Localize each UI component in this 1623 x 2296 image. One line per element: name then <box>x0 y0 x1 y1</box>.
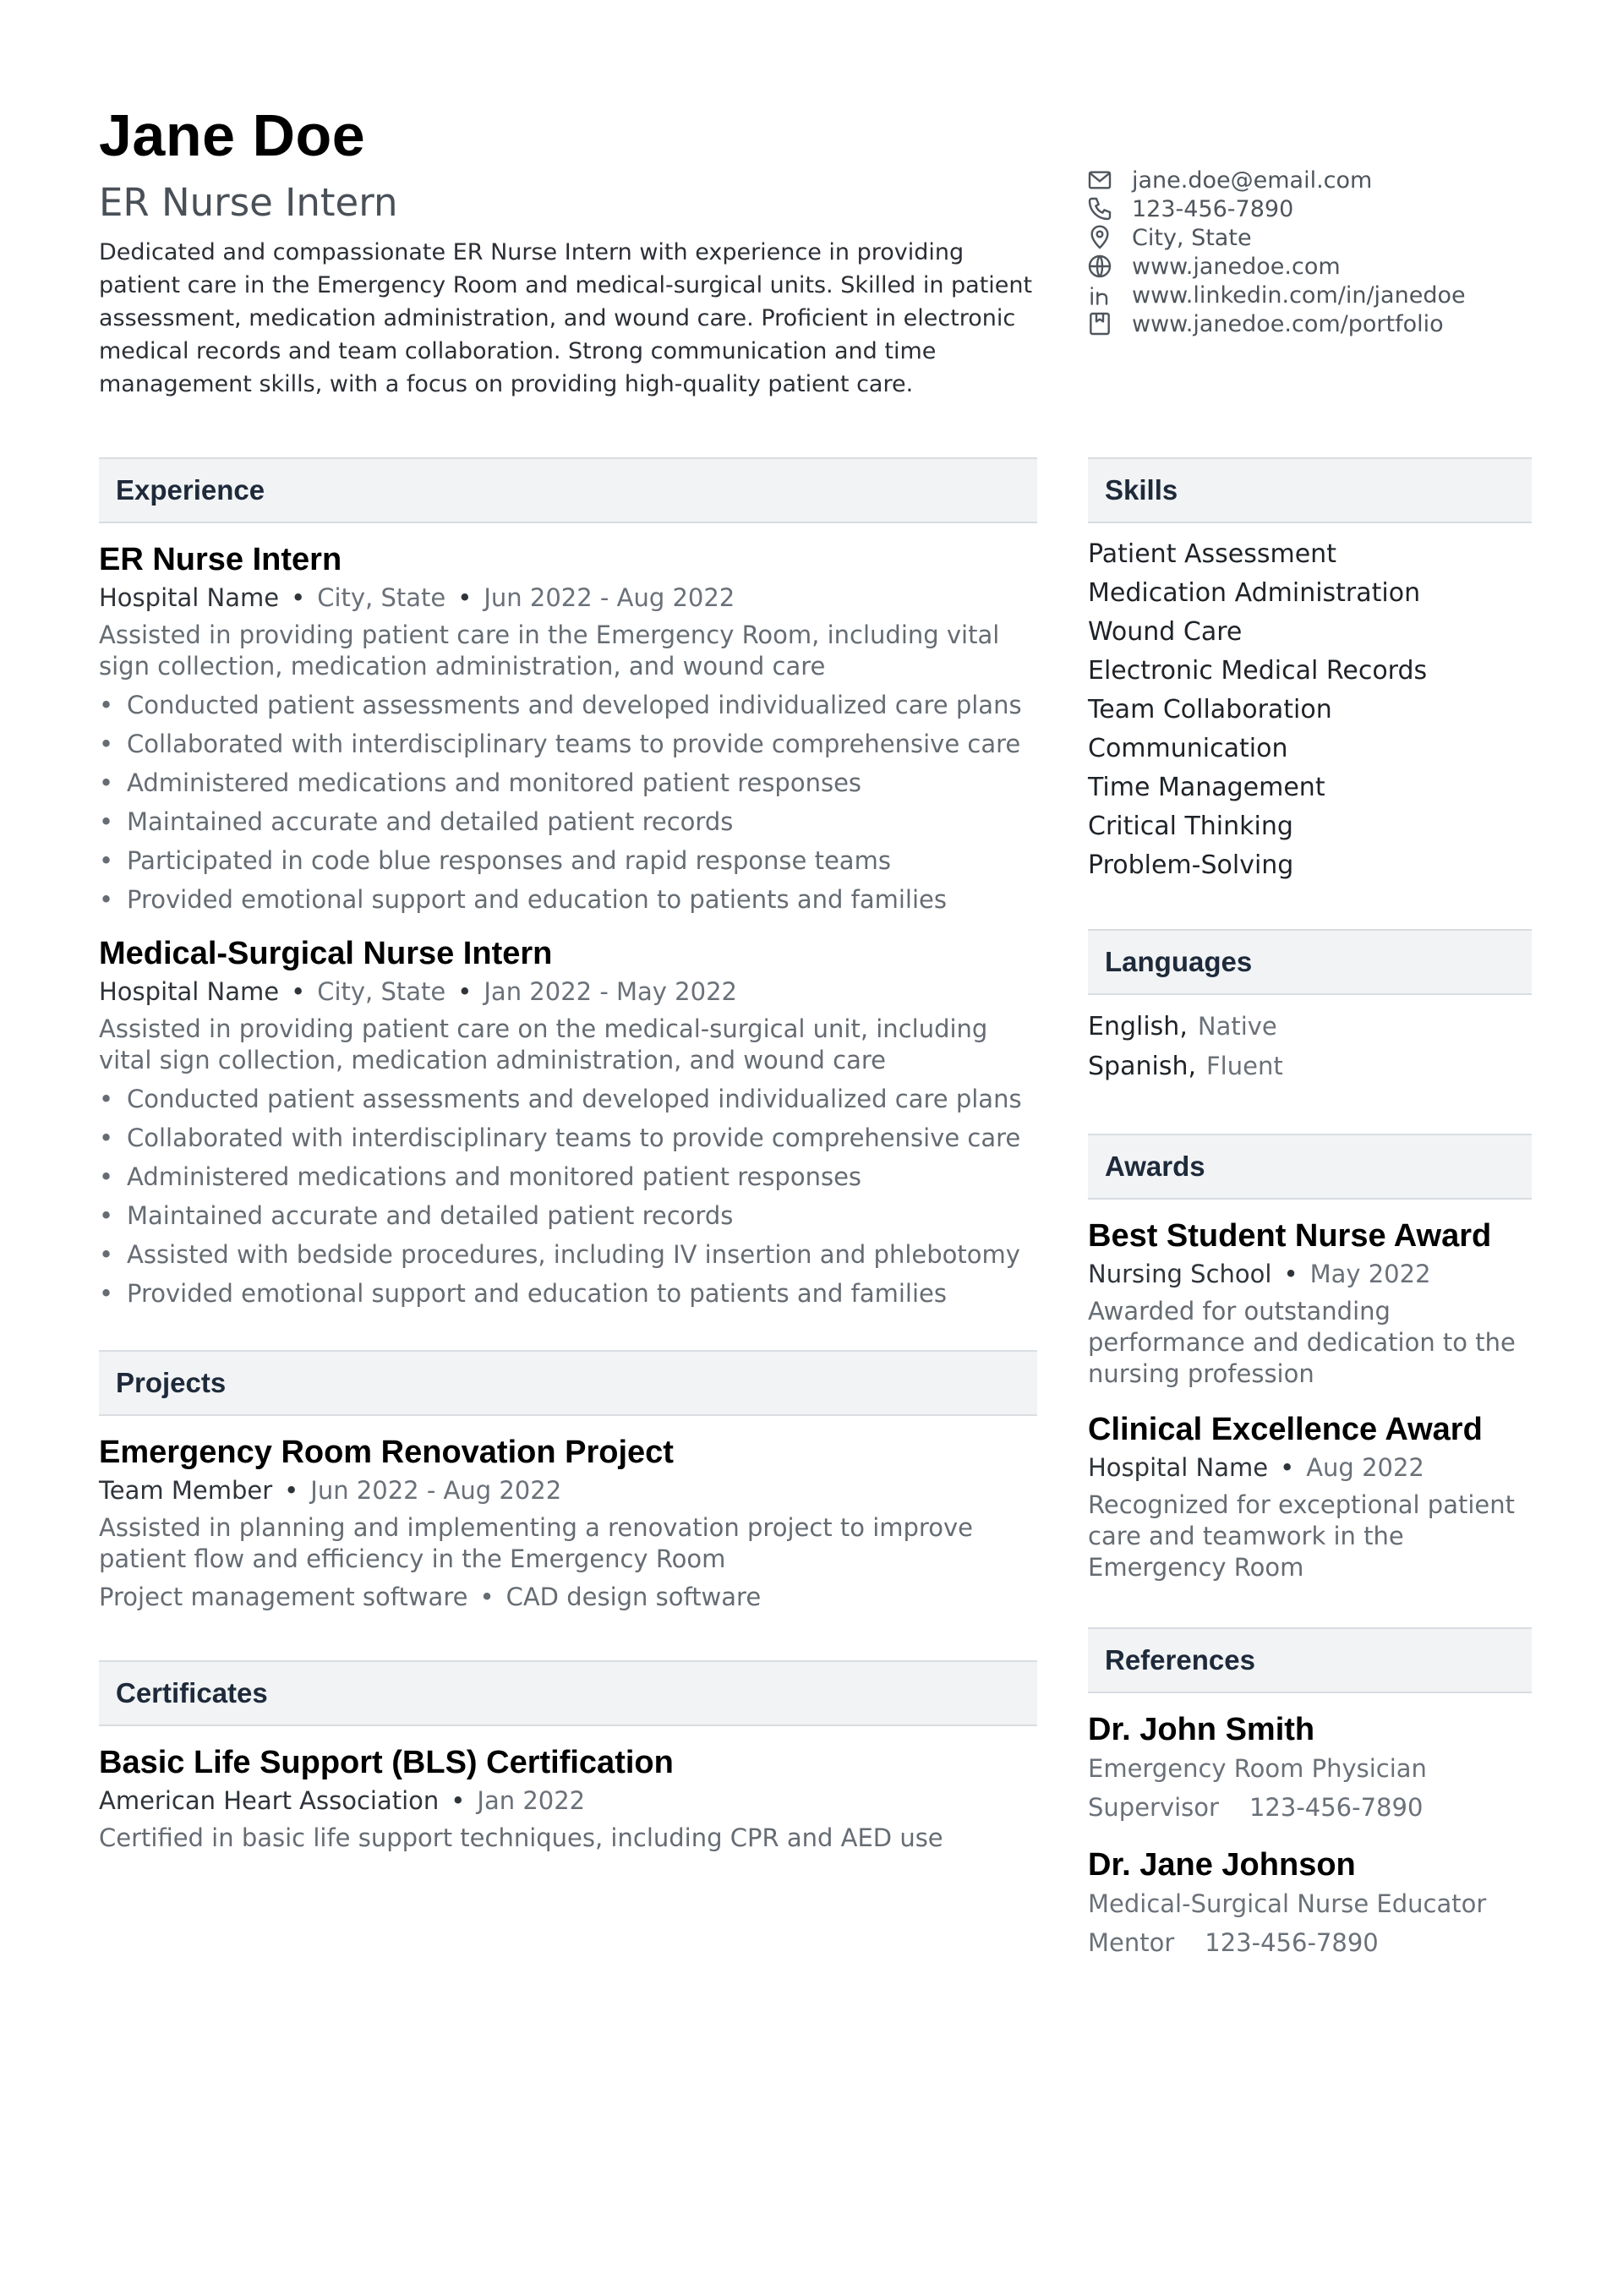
separator-dot: • <box>479 1583 495 1611</box>
award-description: Recognized for exceptional patient care and teamwork in the Emergency Room <box>1088 1490 1515 1582</box>
phone-icon <box>1086 195 1113 222</box>
skills-heading: Skills <box>1088 457 1532 523</box>
language-item <box>1088 1007 1532 1047</box>
contact-website-text: www.janedoe.com <box>1132 253 1341 280</box>
separator-dot: • <box>284 1476 299 1505</box>
contact-phone[interactable] <box>1086 194 1560 223</box>
employer-name: Hospital Name <box>99 977 280 1006</box>
job-bullet: • Maintained accurate and detailed patient records <box>99 1200 1037 1232</box>
job-description: Assisted in providing patient care on the medical-surgical unit, including vital sign collection, medication administration, and wound care <box>99 1014 988 1074</box>
skill-item: Time Management <box>1088 773 1325 802</box>
separator-dot: • <box>1280 1453 1295 1482</box>
awards-heading: Awards <box>1088 1134 1532 1200</box>
contact-linkedin[interactable] <box>1086 281 1560 309</box>
languages-list <box>1088 1007 1532 1086</box>
skills-list <box>1088 535 1532 885</box>
reference-contact <box>1088 1788 1532 1827</box>
project-dates: Jun 2022 - Aug 2022 <box>310 1476 562 1505</box>
summary-text: Dedicated and compassionate ER Nurse Intern with experience in providing patient care in the Emergency Room and medical-surgical units. Skilled in patient assessment, medication administration, and wound care. Proficient in electronic medical records and team collaboration. Strong communication and time management skills, with a focus on providing high-quality patient care. <box>99 239 1033 397</box>
skill-item: Wound Care <box>1088 617 1243 647</box>
award-issuer: Hospital Name <box>1088 1453 1269 1482</box>
job-bullet-list <box>99 690 1037 916</box>
project-tools <box>99 1582 1037 1613</box>
certificates-heading: Certificates <box>99 1660 1037 1726</box>
employer-name: Hospital Name <box>99 583 280 612</box>
references-heading: References <box>1088 1627 1532 1693</box>
award-description: Awarded for outstanding performance and dedication to the nursing profession <box>1088 1297 1516 1388</box>
candidate-role: ER Nurse Intern <box>99 180 398 225</box>
job-location: City, State <box>317 977 446 1006</box>
award-date: May 2022 <box>1309 1260 1431 1288</box>
separator-dot: • <box>291 583 306 612</box>
job-meta <box>99 581 1037 615</box>
job-dates: Jan 2022 - May 2022 <box>484 977 737 1006</box>
job-location: City, State <box>317 583 446 612</box>
award-title: Clinical Excellence Award <box>1088 1412 1483 1447</box>
job-title: Medical-Surgical Nurse Intern <box>99 936 553 971</box>
separator-dot: • <box>451 1786 466 1815</box>
skill-item: Patient Assessment <box>1088 539 1336 569</box>
award-entry <box>1088 1216 1532 1390</box>
award-meta <box>1088 1451 1532 1484</box>
award-issuer: Nursing School <box>1088 1260 1272 1288</box>
project-role: Team Member <box>99 1476 273 1505</box>
job-dates: Jun 2022 - Aug 2022 <box>484 583 735 612</box>
project-entry <box>99 1433 1037 1613</box>
skill-item: Team Collaboration <box>1088 695 1332 724</box>
separator-dot: • <box>291 977 306 1006</box>
reference-entry <box>1088 1710 1532 1827</box>
contact-portfolio[interactable] <box>1086 309 1560 338</box>
contact-email-text: jane.doe@email.com <box>1132 167 1373 194</box>
job-bullet: • Administered medications and monitored patient responses <box>99 1162 1037 1193</box>
portfolio-icon <box>1086 310 1113 337</box>
experience-entry <box>99 540 1037 916</box>
job-bullet: • Conducted patient assessments and developed individualized care plans <box>99 1084 1037 1115</box>
certificate-entry <box>99 1743 1037 1854</box>
certificate-description: Certified in basic life support techniques, including CPR and AED use <box>99 1823 943 1852</box>
job-bullet: • Administered medications and monitored patient responses <box>99 768 1037 799</box>
language-name: English, <box>1088 1012 1188 1041</box>
job-meta <box>99 975 1037 1009</box>
job-bullet: • Participated in code blue responses and rapid response teams <box>99 845 1037 877</box>
contact-portfolio-text: www.janedoe.com/portfolio <box>1132 310 1444 337</box>
contact-phone-text: 123-456-7890 <box>1132 195 1294 222</box>
award-title: Best Student Nurse Award <box>1088 1218 1492 1254</box>
contact-website[interactable] <box>1086 252 1560 281</box>
languages-heading: Languages <box>1088 929 1532 995</box>
reference-contact <box>1088 1923 1532 1962</box>
project-meta <box>99 1473 1037 1507</box>
reference-name: Dr. John Smith <box>1088 1712 1315 1747</box>
project-tool: CAD design software <box>505 1583 762 1611</box>
location-pin-icon <box>1086 224 1113 251</box>
left-column <box>99 457 1037 1854</box>
certificate-meta <box>99 1784 1037 1818</box>
language-level: Fluent <box>1206 1052 1283 1080</box>
job-bullet: • Provided emotional support and education to patients and families <box>99 884 1037 916</box>
project-title: Emergency Room Renovation Project <box>99 1435 674 1470</box>
skill-item: Electronic Medical Records <box>1088 656 1428 686</box>
separator-dot: • <box>457 977 473 1006</box>
email-icon <box>1086 167 1113 194</box>
job-bullet: • Collaborated with interdisciplinary teams to provide comprehensive care <box>99 729 1037 760</box>
experience-heading: Experience <box>99 457 1037 523</box>
certificate-date: Jan 2022 <box>477 1786 586 1815</box>
skill-item: Medication Administration <box>1088 578 1421 608</box>
certificate-title: Basic Life Support (BLS) Certification <box>99 1745 674 1780</box>
language-level: Native <box>1197 1012 1277 1041</box>
project-description: Assisted in planning and implementing a renovation project to improve patient flow and efficiency in the Emergency Room <box>99 1513 973 1573</box>
job-bullet-list <box>99 1084 1037 1309</box>
award-entry <box>1088 1410 1532 1583</box>
certificate-issuer: American Heart Association <box>99 1786 440 1815</box>
projects-heading: Projects <box>99 1350 1037 1416</box>
reference-position: Emergency Room Physician <box>1088 1754 1427 1783</box>
contact-linkedin-text: www.linkedin.com/in/janedoe <box>1132 282 1466 309</box>
reference-relation: Supervisor <box>1088 1793 1219 1822</box>
reference-entry <box>1088 1845 1532 1962</box>
contact-email[interactable] <box>1086 166 1560 194</box>
language-item <box>1088 1047 1532 1086</box>
reference-name: Dr. Jane Johnson <box>1088 1847 1356 1883</box>
project-tool: Project management software <box>99 1583 468 1611</box>
reference-position: Medical-Surgical Nurse Educator <box>1088 1889 1487 1918</box>
globe-icon <box>1086 253 1113 280</box>
experience-entry <box>99 934 1037 1309</box>
job-description: Assisted in providing patient care in the Emergency Room, including vital sign collection, medication administration, and wound care <box>99 620 1000 681</box>
job-title: ER Nurse Intern <box>99 542 342 577</box>
right-column <box>1088 457 1532 1962</box>
award-date: Aug 2022 <box>1306 1453 1424 1482</box>
contact-list <box>1086 166 1560 338</box>
contact-location-text: City, State <box>1132 224 1252 251</box>
job-bullet: • Collaborated with interdisciplinary teams to provide comprehensive care <box>99 1123 1037 1154</box>
award-meta <box>1088 1257 1532 1291</box>
job-bullet: • Maintained accurate and detailed patient records <box>99 806 1037 838</box>
reference-phone: 123-456-7890 <box>1249 1793 1424 1822</box>
skill-item: Problem-Solving <box>1088 850 1294 880</box>
job-bullet: • Conducted patient assessments and developed individualized care plans <box>99 690 1037 721</box>
candidate-name: Jane Doe <box>99 102 366 168</box>
reference-phone: 123-456-7890 <box>1205 1928 1379 1957</box>
language-name: Spanish, <box>1088 1052 1196 1081</box>
separator-dot: • <box>457 583 473 612</box>
reference-relation: Mentor <box>1088 1928 1175 1957</box>
job-bullet: • Provided emotional support and education to patients and families <box>99 1278 1037 1309</box>
contact-location <box>1086 223 1560 252</box>
job-bullet: • Assisted with bedside procedures, including IV insertion and phlebotomy <box>99 1239 1037 1271</box>
skill-item: Critical Thinking <box>1088 812 1293 841</box>
separator-dot: • <box>1283 1260 1298 1288</box>
skill-item: Communication <box>1088 734 1288 763</box>
linkedin-icon <box>1086 282 1113 309</box>
